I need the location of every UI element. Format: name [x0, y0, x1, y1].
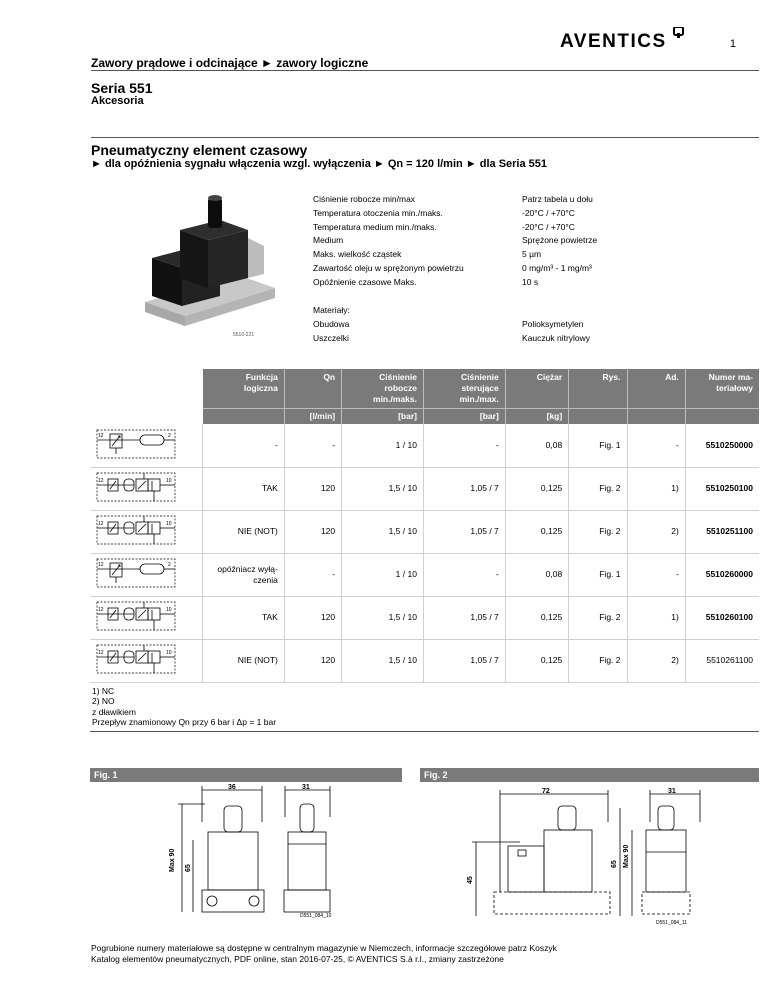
photo-id: 5510-221 [233, 332, 255, 338]
table-cell: - [627, 553, 685, 596]
unit-cell [203, 409, 285, 425]
spec-label: Medium [313, 235, 344, 246]
category-breadcrumb: Zawory prądowe i odcinające ► zawory logiczne [91, 56, 369, 70]
header-working-pressure: Ciśnienie robocze min./maks. [342, 369, 424, 409]
table-cell: 1) [627, 467, 685, 510]
header-function: Funkcja logiczna [203, 369, 285, 409]
valve-symbol-icon [94, 598, 178, 634]
spec-label: Temperatura otoczenia min./maks. [313, 207, 443, 218]
table-cell: 1 / 10 [342, 424, 424, 467]
svg-text:10: 10 [166, 478, 172, 484]
table-cell: 1,5 / 10 [342, 467, 424, 510]
materials-values [522, 318, 590, 346]
header-qn: Qn [284, 369, 341, 409]
divider [91, 137, 759, 138]
svg-text:12: 12 [98, 562, 104, 568]
table-row [90, 596, 759, 639]
table-cell: 1) [627, 596, 685, 639]
material-number-cell: 5510260100 [685, 596, 759, 639]
svg-text:12: 12 [98, 478, 104, 484]
product-photo [140, 190, 280, 335]
unit-cell: [bar] [342, 409, 424, 425]
table-cell: 1,05 / 7 [423, 596, 505, 639]
table-cell: 1,5 / 10 [342, 639, 424, 682]
page-number: 1 [729, 38, 736, 50]
table-cell: 2) [627, 639, 685, 682]
material-value: Polioksymetylen [522, 319, 584, 329]
table-cell: TAK [203, 467, 285, 510]
table-notes [90, 682, 759, 731]
svg-text:12: 12 [98, 650, 104, 656]
fig1-drawing [160, 782, 340, 922]
table-notes-row [90, 682, 759, 731]
fig1-dim-w2: 31 [302, 784, 310, 791]
brand-logo [560, 27, 690, 58]
table-cell: Fig. 2 [569, 596, 627, 639]
table-row [90, 553, 759, 596]
svg-text:AVENTICS: AVENTICS [560, 31, 667, 52]
table-cell: 1,5 / 10 [342, 510, 424, 553]
material-number-cell: 5510250000 [685, 424, 759, 467]
fig2-drawing [460, 782, 720, 930]
spec-value: Sprężone powietrze [522, 235, 598, 246]
svg-text:2: 2 [168, 562, 171, 568]
divider [91, 70, 759, 71]
table-cell: 2) [627, 510, 685, 553]
material-number-cell: 5510260000 [685, 553, 759, 596]
spec-value: -20°C / +70°C [522, 207, 575, 218]
logic-symbol [90, 639, 203, 682]
table-cell: - [627, 424, 685, 467]
footer-line: Pogrubione numery materiałowe są dostępne w centralnym magazynie w Niemczech, informacje szczegółowe patrz Koszyk [91, 943, 557, 953]
fig2-dim-w2: 31 [668, 788, 676, 795]
product-title: Pneumatyczny element czasowy [91, 142, 308, 158]
spec-labels [313, 193, 464, 290]
fig1-dim-w1: 36 [228, 784, 236, 791]
table-cell: 120 [284, 467, 341, 510]
table-cell: 120 [284, 639, 341, 682]
fig1-drawing-id: D551_084_10 [300, 913, 332, 919]
fig2-dim-w1: 72 [542, 788, 550, 795]
table-cell: Fig. 1 [569, 424, 627, 467]
material-number-cell: 5510261100 [685, 639, 759, 682]
unit-cell [569, 409, 627, 425]
spec-label: Temperatura medium min./maks. [313, 221, 437, 232]
spec-label: Zawartość oleju w sprężonym powietrzu [313, 262, 464, 273]
unit-cell: [bar] [423, 409, 505, 425]
table-cell: Fig. 2 [569, 467, 627, 510]
table-note: z dławikiem [92, 706, 136, 717]
product-table [90, 369, 759, 732]
logic-symbol [90, 467, 203, 510]
table-cell: 120 [284, 596, 341, 639]
spec-value: -20°C / +70°C [522, 221, 575, 232]
fig2-drawing-id: D551_084_11 [656, 920, 688, 926]
table-cell: 1,5 / 10 [342, 596, 424, 639]
logic-symbol [90, 553, 203, 596]
spec-values [522, 193, 597, 290]
table-cell: - [284, 553, 341, 596]
aventics-logo-icon [560, 27, 690, 53]
material-label: Uszczelki [313, 332, 349, 343]
unit-cell: [l/min] [284, 409, 341, 425]
table-cell: 0,125 [505, 510, 568, 553]
valve-symbol-icon [94, 512, 178, 548]
unit-cell [627, 409, 685, 425]
header-weight: Ciężar [505, 369, 568, 409]
unit-cell: [kg] [505, 409, 568, 425]
table-cell: 0,125 [505, 639, 568, 682]
spec-label: Ciśnienie robocze min/max [313, 194, 416, 204]
svg-text:2: 2 [168, 432, 171, 439]
svg-text:12: 12 [98, 607, 104, 613]
material-number-cell: 5510251100 [685, 510, 759, 553]
fig1-dim-hmax: Max 90 [169, 848, 176, 872]
table-cell: - [203, 424, 285, 467]
fig2-dim-hmax: Max 90 [623, 844, 630, 868]
material-label: Obudowa [313, 318, 350, 329]
table-cell: Fig. 2 [569, 510, 627, 553]
table-row [90, 639, 759, 682]
svg-text:10: 10 [166, 521, 172, 527]
footer-line: Katalog elementów pneumatycznych, PDF online, stan 2016-07-25, © AVENTICS S.à r.l., zmiany zastrzeżone [91, 954, 504, 964]
logic-symbol [90, 596, 203, 639]
table-row [90, 424, 759, 467]
table-cell: NIE (NOT) [203, 510, 285, 553]
table-cell: 1,05 / 7 [423, 639, 505, 682]
table-cell: Fig. 2 [569, 639, 627, 682]
svg-text:10: 10 [166, 607, 172, 613]
valve-symbol-icon [94, 426, 178, 462]
fig2-dim-h1: 45 [467, 876, 474, 884]
series-title: Seria 551 [91, 80, 153, 96]
table-row [90, 510, 759, 553]
table-cell: 0,125 [505, 467, 568, 510]
series-subtitle: Akcesoria [91, 95, 144, 107]
table-cell: - [423, 424, 505, 467]
spec-value: 10 s [522, 276, 539, 287]
table-cell: NIE (NOT) [203, 639, 285, 682]
valve-symbol-icon [94, 555, 178, 591]
table-cell: Fig. 1 [569, 553, 627, 596]
table-header-blank [90, 369, 203, 424]
logic-symbol [90, 510, 203, 553]
material-number-cell: 5510250100 [685, 467, 759, 510]
valve-symbol-icon [94, 469, 178, 505]
table-header-row [90, 369, 759, 409]
table-note: Przepływ znamionowy Qn przy 6 bar i Δp = 1 bar [92, 717, 277, 727]
header-note: Ad. [627, 369, 685, 409]
header-material-number: Numer ma- teriałowy [685, 369, 759, 409]
header-control-pressure: Ciśnienie sterujące min./max. [423, 369, 505, 409]
table-note: 2) NO [92, 696, 115, 706]
materials-labels [313, 304, 350, 345]
svg-text:12: 12 [98, 432, 104, 439]
table-cell: 120 [284, 510, 341, 553]
materials-heading: Materiały: [313, 305, 350, 315]
table-cell: opóźniacz wyłą-czenia [203, 553, 285, 596]
svg-text:10: 10 [166, 650, 172, 656]
material-value: Kauczuk nitrylowy [522, 332, 591, 343]
fig1-dim-h: 65 [185, 864, 192, 872]
spec-label: Opóźnienie czasowe Maks. [313, 276, 417, 287]
product-subtitle: ► dla opóźnienia sygnału włączenia wzgl. wyłączenia ► Qn = 120 l/min ► dla Seria 551 [91, 158, 548, 170]
table-cell: 0,08 [505, 553, 568, 596]
spec-value: Patrz tabela u dołu [522, 194, 593, 204]
table-cell: - [423, 553, 505, 596]
spec-label: Maks. wielkość cząstek [313, 249, 402, 260]
header-fig: Rys. [569, 369, 627, 409]
unit-cell [685, 409, 759, 425]
table-cell: TAK [203, 596, 285, 639]
table-row [90, 467, 759, 510]
table-cell: 1,05 / 7 [423, 467, 505, 510]
spec-value: 0 mg/m³ - 1 mg/m³ [522, 262, 592, 273]
table-cell: 0,125 [505, 596, 568, 639]
table-cell: 1 / 10 [342, 553, 424, 596]
fig2-label: Fig. 2 [420, 768, 759, 782]
logic-symbol [90, 424, 203, 467]
table-cell: 0,08 [505, 424, 568, 467]
fig1-label: Fig. 1 [90, 768, 402, 782]
valve-symbol-icon [94, 641, 178, 677]
table-note: 1) NC [92, 685, 115, 696]
svg-text:12: 12 [98, 521, 104, 527]
table-cell: - [284, 424, 341, 467]
footer [91, 943, 557, 965]
spec-value: 5 µm [522, 249, 542, 260]
table-cell: 1,05 / 7 [423, 510, 505, 553]
fig2-dim-h2: 65 [611, 860, 618, 868]
